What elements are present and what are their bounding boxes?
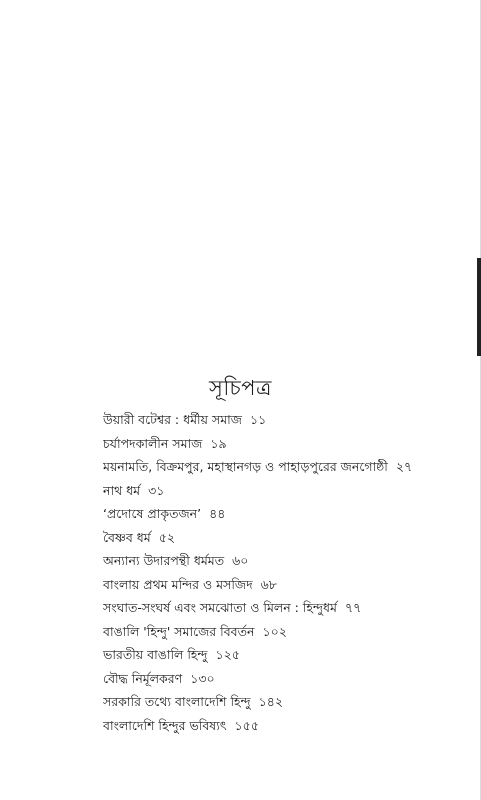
toc-entry-page: ১৪২ bbox=[258, 694, 283, 709]
toc-entry-label: বাংলায় প্রথম মন্দির ও মসজিদ bbox=[103, 576, 253, 592]
toc-entry-page: ১৩০ bbox=[190, 670, 215, 686]
toc-entry bbox=[103, 549, 463, 573]
toc-entry-page: ৬০ bbox=[232, 553, 249, 568]
toc-entry-label: ময়নামতি, বিক্রমপুর, মহাস্থানগড় ও পাহাড়পুরের জনগোষ্ঠী bbox=[103, 459, 388, 474]
toc-entry-page: ১০২ bbox=[262, 623, 287, 639]
toc-title: সূচিপত্র bbox=[209, 376, 272, 400]
toc-entry bbox=[103, 432, 463, 456]
toc-entry bbox=[103, 667, 463, 691]
toc-entry-label: বৌদ্ধ নির্মূলকরণ bbox=[103, 670, 183, 686]
toc-entry bbox=[103, 714, 463, 738]
toc-entry-label: চর্যাপদকালীন সমাজ bbox=[103, 435, 203, 451]
page-edge-mark bbox=[477, 258, 481, 356]
toc-entry-label: ভারতীয় বাঙালি হিন্দু bbox=[103, 647, 208, 662]
toc-entry-label: নাথ ধর্ম bbox=[103, 482, 141, 498]
toc-entry-page: ১৫৫ bbox=[234, 717, 259, 733]
toc-entry-label: বৈষ্ণব ধর্ম bbox=[103, 529, 151, 545]
toc-entry bbox=[103, 526, 463, 550]
toc-entry bbox=[103, 573, 463, 597]
toc-entry-label: ‘প্রদোষে প্রাকৃতজন’ bbox=[103, 506, 202, 521]
toc-entry-page: ৩১ bbox=[148, 482, 165, 498]
toc-entry bbox=[103, 596, 463, 620]
toc-entry-label: উয়ারী বটেশ্বর : ধর্মীয় সমাজ bbox=[103, 412, 242, 427]
toc-entry-label: সরকারি তথ্যে বাংলাদেশি হিন্দু bbox=[103, 694, 251, 709]
toc-entry-page: ১১ bbox=[249, 412, 267, 427]
toc-entry bbox=[103, 620, 463, 644]
toc-entry-page: ৪৪ bbox=[209, 506, 226, 521]
toc-entry-page: ৬৮ bbox=[260, 576, 277, 592]
toc-entry-label: বাঙালি 'হিন্দু' সমাজের বিবর্তন bbox=[103, 623, 255, 639]
toc-entry bbox=[103, 479, 463, 503]
toc-entry-label: অন্যান্য উদারপন্থী ধর্মমত bbox=[103, 553, 225, 568]
toc-entry bbox=[103, 502, 463, 526]
toc-entry-page: ১২৫ bbox=[215, 647, 240, 662]
toc-entry-page: ৫২ bbox=[158, 529, 175, 545]
toc-entry-page: ৭৭ bbox=[344, 600, 362, 615]
toc-entry-page: ২৭ bbox=[395, 459, 413, 474]
toc-entry-label: বাংলাদেশি হিন্দুর ভবিষ্যৎ bbox=[103, 717, 227, 733]
toc-entry-label: সংঘাত-সংঘর্ষ এবং সমঝোতা ও মিলন : হিন্দুধর্ম bbox=[103, 600, 337, 615]
toc-entry bbox=[103, 408, 463, 432]
toc-list bbox=[103, 408, 463, 737]
toc-entry bbox=[103, 455, 463, 479]
toc-entry bbox=[103, 690, 463, 714]
toc-entry bbox=[103, 643, 463, 667]
toc-entry-page: ১৯ bbox=[210, 435, 227, 451]
